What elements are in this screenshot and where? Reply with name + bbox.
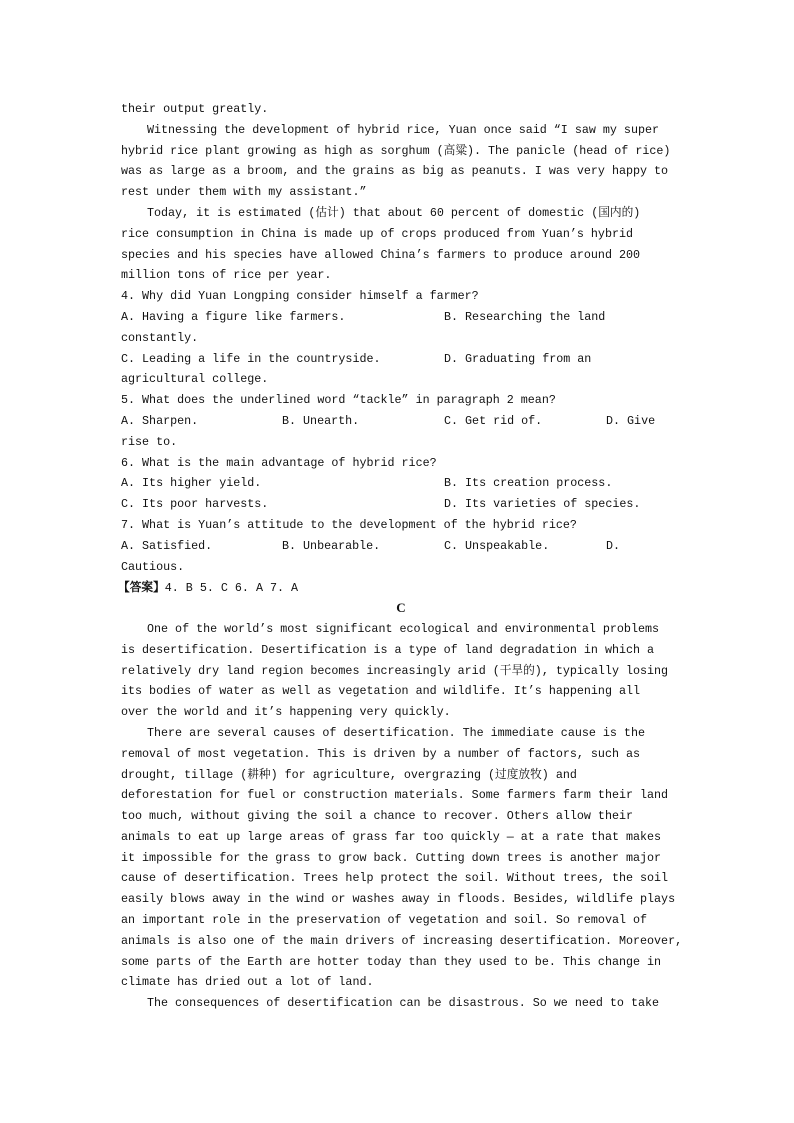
text-line: Cautious. [121, 559, 185, 574]
text-line: agricultural college. [121, 372, 269, 387]
option-row [121, 349, 681, 370]
option: C. Its poor harvests. [121, 497, 269, 512]
option: D. [606, 538, 621, 553]
text-line: their output greatly. [121, 102, 269, 116]
option: D. Give [606, 413, 656, 428]
option: A. Satisfied. [121, 538, 213, 553]
text-line: Witnessing the development of hybrid rice, Yuan once said “I saw my super [147, 122, 659, 137]
text-line: There are several causes of desertification. The immediate cause is the [147, 725, 645, 740]
option: C. Get rid of. [444, 413, 543, 428]
answer-label: 【答案】 [118, 580, 165, 595]
text-line: rice consumption in China is made up of crops produced from Yuan’s hybrid [121, 226, 633, 241]
option: A. Having a figure like farmers. [121, 309, 346, 324]
text-line: over the world and it’s happening very quickly. [121, 705, 451, 720]
text-line: One of the world’s most significant ecological and environmental problems [147, 621, 659, 636]
text-line: some parts of the Earth are hotter today than they used to be. This change in [121, 954, 662, 969]
text-line: Today, it is estimated (估计) that about 60 percent of domestic (国内的) [147, 205, 641, 220]
answer-line [118, 577, 681, 598]
text-line: cause of desertification. Trees help protect the soil. Without trees, the soil [121, 871, 669, 886]
option-row [121, 473, 681, 494]
text-line: 5. What does the underlined word “tackle” in paragraph 2 mean? [121, 393, 556, 408]
text-line: an important role in the preservation of vegetation and soil. So removal of [121, 913, 648, 928]
option: D. Its varieties of species. [444, 497, 641, 512]
option: B. Its creation process. [444, 476, 613, 491]
text-line: easily blows away in the wind or washes away in floods. Besides, wildlife plays [121, 892, 676, 907]
option: A. Sharpen. [121, 413, 199, 428]
answer-text: 4. B 5. C 6. A 7. A [164, 581, 299, 596]
text-line: species and his species have allowed China’s farmers to produce around 200 [121, 247, 641, 262]
text-line: 6. What is the main advantage of hybrid rice? [121, 455, 437, 470]
option: A. Its higher yield. [121, 476, 262, 491]
option: C. Leading a life in the countryside. [121, 351, 381, 366]
text-line: 7. What is Yuan’s attitude to the development of the hybrid rice? [121, 517, 577, 532]
option-row [121, 536, 681, 557]
text-line: is desertification. Desertification is a type of land degradation in which a [121, 642, 655, 657]
text-line: 4. Why did Yuan Longping consider himself a farmer? [121, 289, 479, 304]
text-line: relatively dry land region becomes increasingly arid (干旱的), typically losing [121, 663, 669, 678]
option: B. Researching the land [444, 309, 606, 324]
text-line: its bodies of water as well as vegetation and wildlife. It’s happening all [121, 684, 641, 699]
text-line: climate has dried out a lot of land. [121, 975, 374, 990]
text-line: it impossible for the grass to grow back. Cutting down trees is another major [121, 850, 662, 865]
section-heading: C [396, 600, 406, 616]
text-line: hybrid rice plant growing as high as sorghum (高粱). The panicle (head of rice) [121, 143, 671, 158]
option: C. Unspeakable. [444, 538, 550, 553]
text-line: animals is also one of the main drivers of increasing desertification. Moreover, [121, 933, 683, 948]
text-line: The consequences of desertification can be disastrous. So we need to take [147, 996, 659, 1011]
option: D. Graduating from an [444, 351, 592, 366]
text-line: rest under them with my assistant.” [121, 185, 367, 200]
text-line: million tons of rice per year. [121, 268, 332, 283]
text-line: rise to. [121, 434, 178, 449]
text-line: drought, tillage (耕种) for agriculture, overgrazing (过度放牧) and [121, 767, 577, 782]
document-body [118, 99, 683, 1014]
text-line: deforestation for fuel or construction materials. Some farmers farm their land [121, 788, 669, 803]
option-row [121, 494, 681, 515]
text-line: was as large as a broom, and the grains as big as peanuts. I was very happy to [121, 164, 669, 179]
option: B. Unearth. [282, 413, 360, 428]
option-row [121, 307, 681, 328]
text-line: too much, without giving the soil a chance to recover. Others allow their [121, 809, 633, 824]
option-row [121, 411, 681, 432]
option: B. Unbearable. [282, 538, 381, 553]
text-line: removal of most vegetation. This is driven by a number of factors, such as [121, 746, 641, 761]
text-line: constantly. [121, 330, 199, 345]
text-line: animals to eat up large areas of grass far too quickly — at a rate that makes [121, 829, 662, 844]
